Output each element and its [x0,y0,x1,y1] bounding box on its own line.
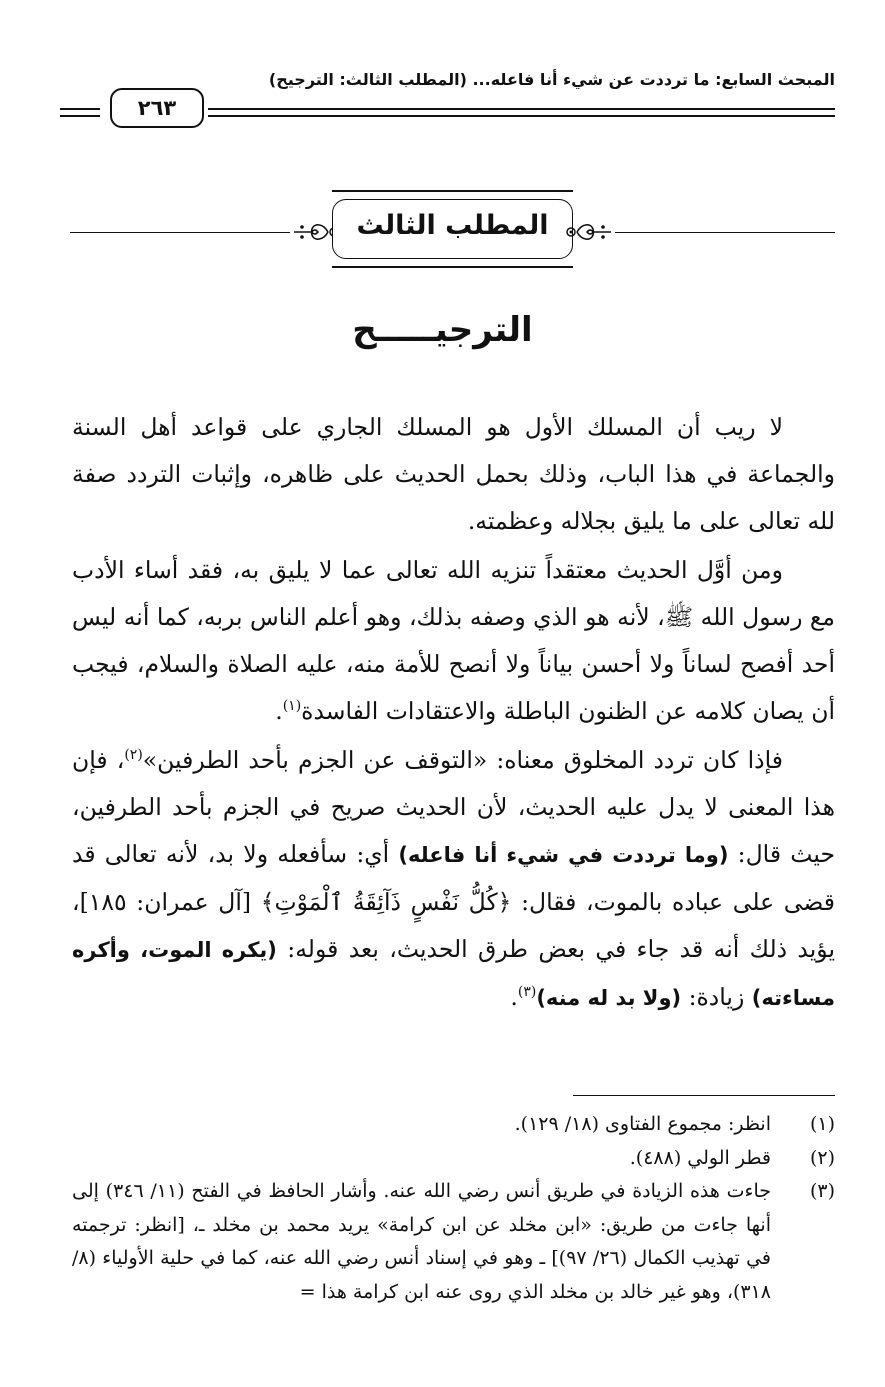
paragraph-text: لا ريب أن المسلك الأول هو المسلك الجاري على قواعد أهل السنة والجماعة في هذا الباب، وذلك بحمل الحديث على ظاهره، وإثبات التردد صفة لله تعالى على ما يليق بجلاله وعظمته. [72,413,835,535]
footnote-ref: (٢) [124,747,143,764]
paragraph-text: فإذا كان تردد المخلوق معناه: «التوقف عن الجزم بأحد الطرفين» [142,746,783,774]
ornament-right-icon [565,218,615,246]
paragraph-text: زيادة: [681,983,752,1011]
paragraph-text: ، فإن هذا المعنى لا يدل عليه الحديث، لأن الحديث صريح في الجزم بأحد الطرفين، حيث قال: [72,746,835,868]
paragraph [72,547,835,735]
paragraph [72,737,835,1022]
quoted-hadith-text: (وما ترددت في شيء أنا فاعله) [398,843,729,867]
paragraph [72,404,835,545]
heading-line-left [70,232,290,233]
footnote-item [72,1108,835,1142]
section-heading [70,190,835,272]
footnote-item [72,1175,835,1309]
header-rule-left [60,108,100,110]
footnotes [72,1108,835,1309]
footnote-text: جاءت هذه الزيادة في طريق أنس رضي الله عنه. وأشار الحافظ في الفتح (١١/ ٣٤٦) إلى أنها جاءت من طريق: «ابن مخلد عن ابن كرامة» يريد محمد بن مخلد ـ، [انظر: ترجمته في تهذيب الكمال (٢٦/ ٩٧)] ـ وهو في إسناد أنس رضي الله عنه، كما في حلية الأولياء (٨/ ٣١٨)، وهو غير خالد بن مخلد الذي روى عنه ابن كرامة هذا = [72,1180,771,1303]
heading-line-right [615,232,835,233]
heading-frame [332,190,573,268]
footnote-ref: (١) [282,698,302,715]
section-heading-title: المطلب الثالث [356,210,549,241]
header-rule-right-lower [208,115,835,117]
page-number: ٢٦٣ [110,88,204,128]
header-rule-left-lower [60,115,100,117]
footnote-rule [573,1095,835,1096]
paragraph-text: ومن أوَّل الحديث معتقداً تنزيه الله تعالى عما لا يليق به، فقد أساء الأدب مع رسول الله ﷺ، لأنه هو الذي وصفه بذلك، وهو أعلم الناس بربه، كما أنه ليس أحد أفصح لساناً ولا أحسن بياناً ولا أنصح للأمة منه، عليه الصلاة والسلام، فيجب أن يصان كلامه عن الظنون الباطلة والاعتقادات الفاسدة [72,556,835,725]
footnote-number: (١) [809,1113,835,1135]
quoted-hadith-text: (ولا بد له منه) [536,986,682,1010]
paragraph-text: أي: سأفعله ولا بد، لأنه تعالى قد قضى على عباده بالموت، فقال: ﴿كُلُّ نَفْسٍ ذَآئِقَةُ ٱلْمَوْتِ﴾ [آل عمران: ١٨٥]، يؤيد ذلك أنه قد جاء في بعض طرق الحديث، بعد قوله: [72,840,835,963]
footnote-ref: (٣) [517,984,537,1001]
footnote-item [72,1142,835,1176]
quoted-hadith-text: (يكره الموت، وأكره مساءته) [72,938,835,1010]
header-rule-right [208,108,835,110]
footnote-number: (٢) [809,1146,835,1169]
subheading: الترجيـــــح [352,310,533,350]
running-header [60,66,835,134]
body-text [72,404,835,1024]
paragraph-text: . [510,983,518,1011]
footnote-number: (٣) [809,1180,835,1202]
paragraph-text: . [275,697,283,725]
footnote-text: قطر الولي (٤٨٨). [629,1146,771,1169]
running-title: المبحث السابع: ما ترددت عن شيء أنا فاعله... (المطلب الثالث: الترجيح) [268,70,835,89]
footnote-text: انظر: مجموع الفتاوى (١٨/ ١٢٩). [514,1113,771,1135]
